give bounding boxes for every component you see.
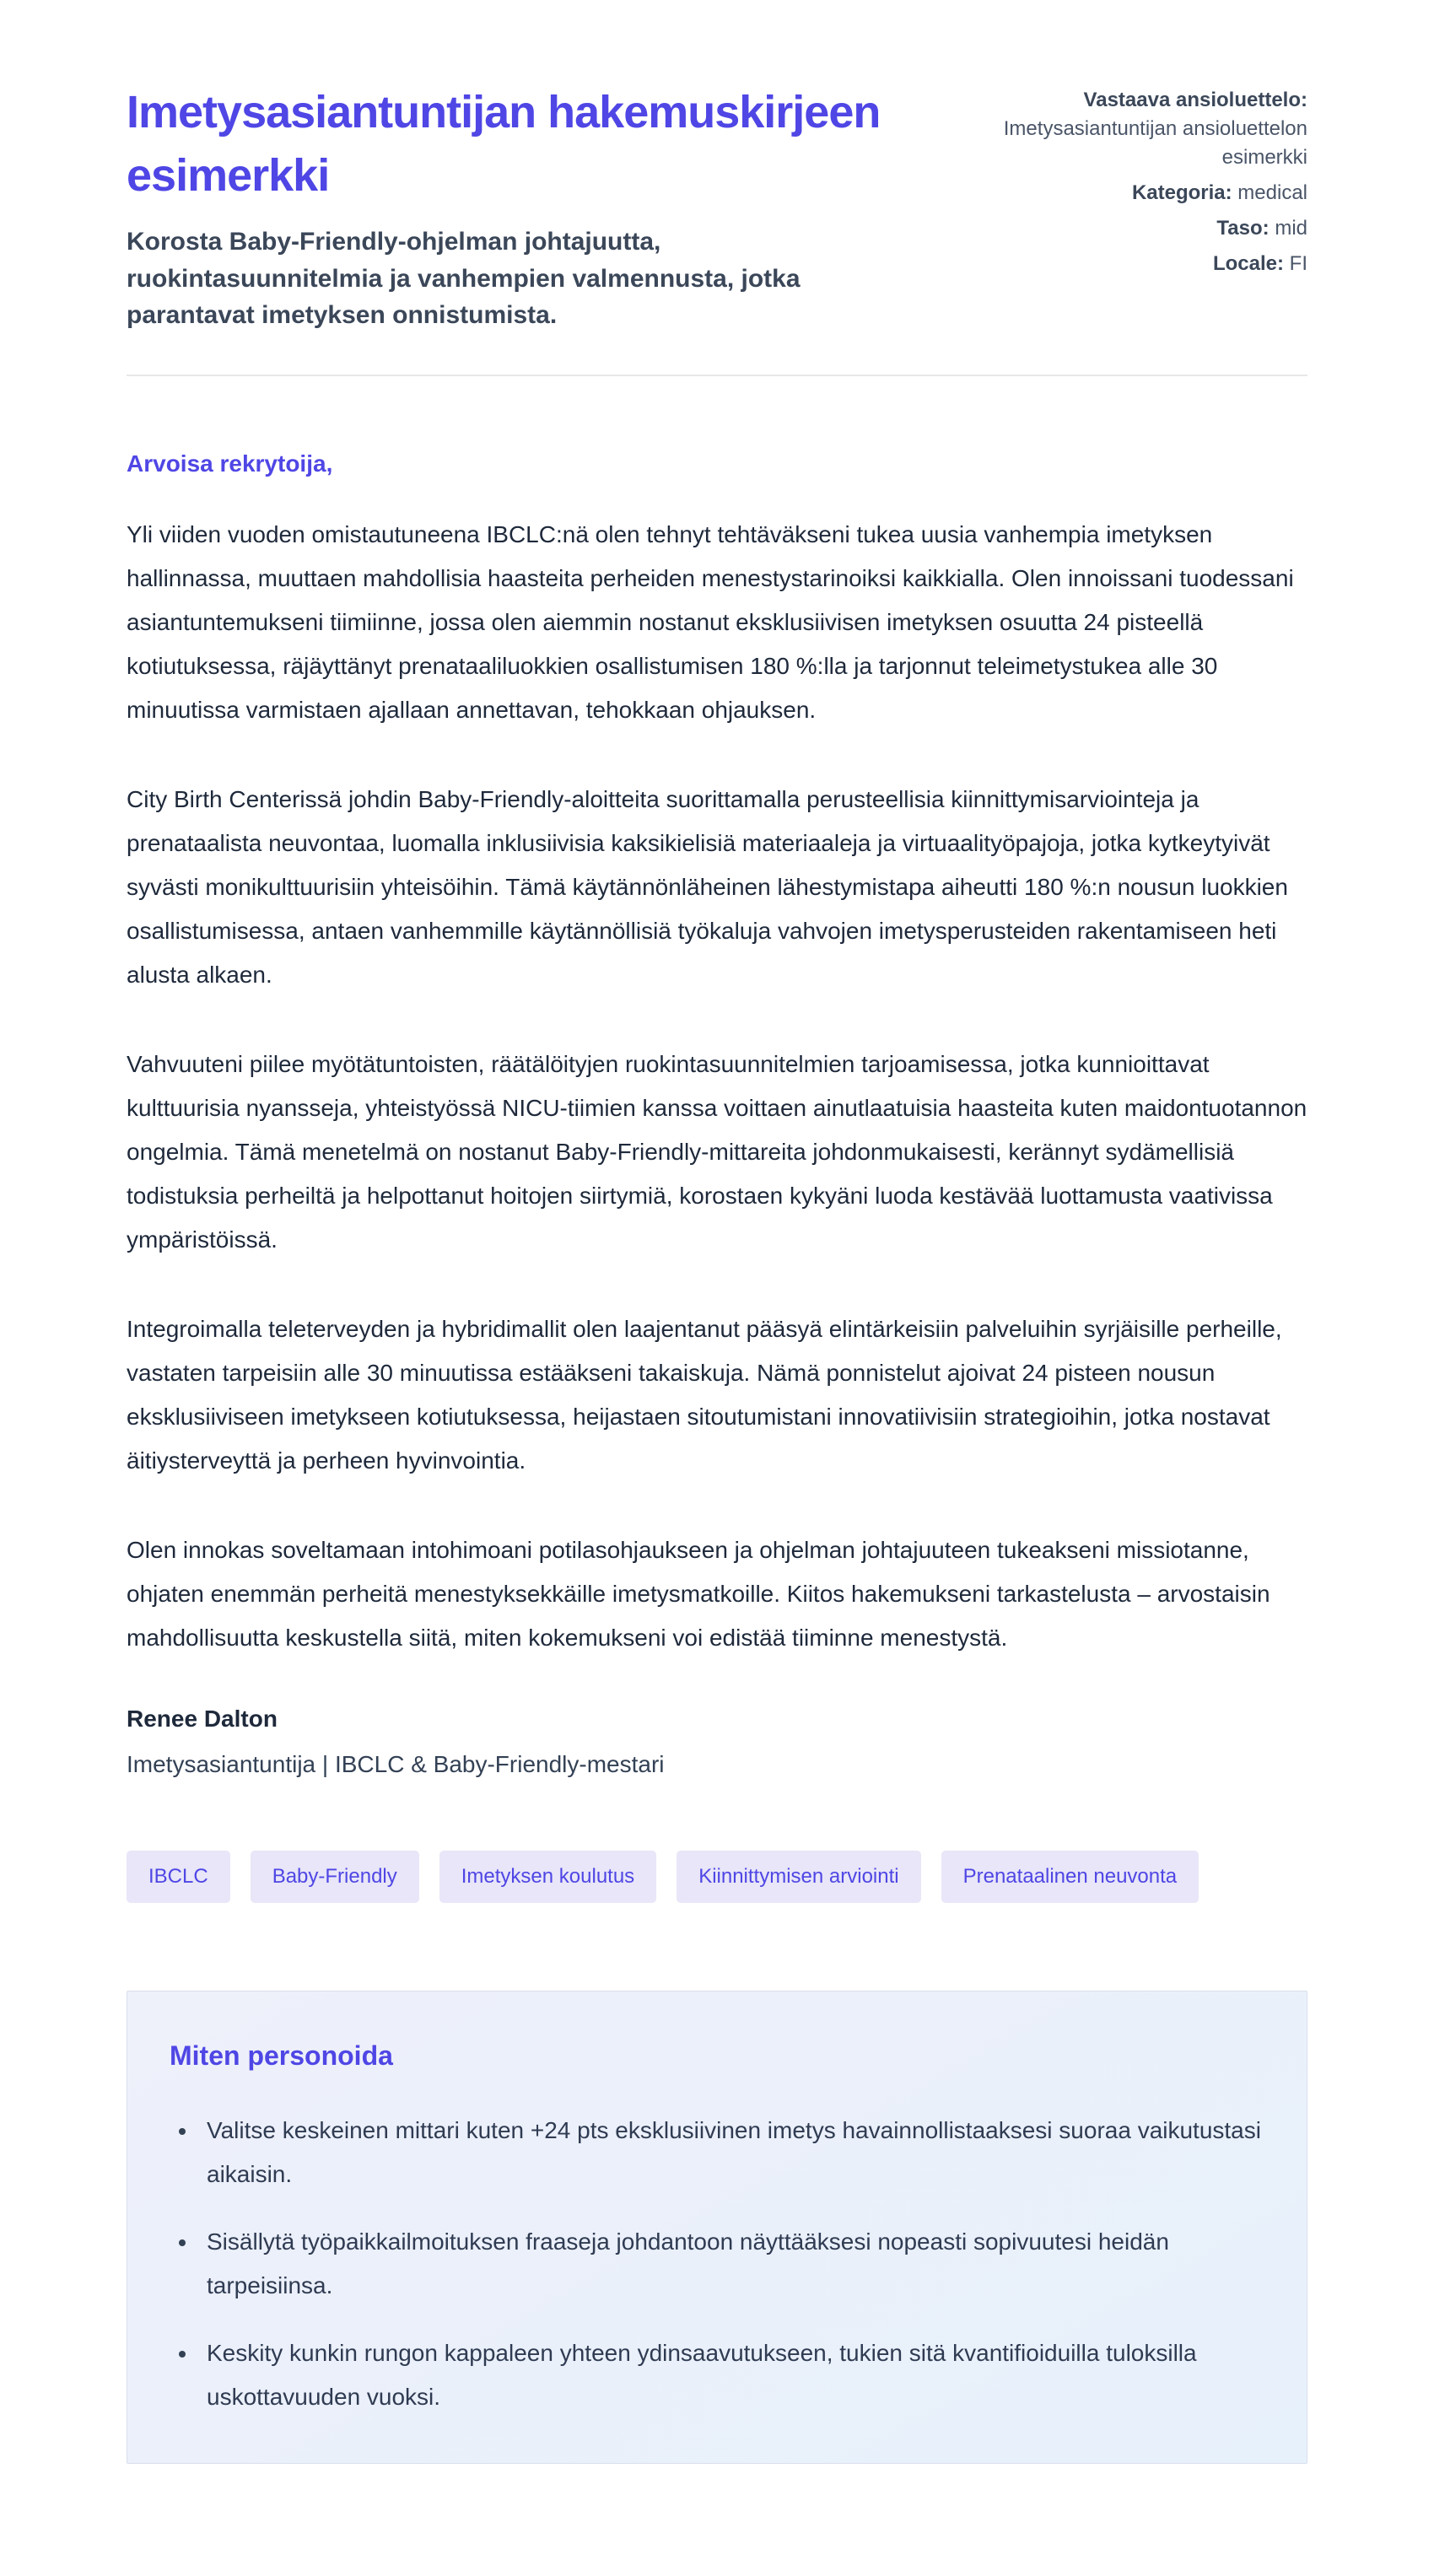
letter-paragraph: Yli viiden vuoden omistautuneena IBCLC:nä olen tehnyt tehtäväkseni tukea uusia vanhempia imetyksen hallinnassa, muuttaen mahdollisia haasteita perheiden menestystarinoiksi kaikkialla. Olen innoissani tuodessani asiantuntemukseni tiimiinne, jossa olen aiemmin nostanut eksklusiivisen imetyksen osuutta 24 pisteellä kotiutuksessa, räjäyttänyt prenataaliluokkien osallistumisen 180 %:lla ja tarjonnut teleimetystukea alle 30 minuutissa varmistaen ajallaan annettavan, tehokkaan ohjauksen. <box>127 520 1294 723</box>
meta-item-level <box>970 214 1307 243</box>
letter-paragraph: Vahvuuteni piilee myötätuntoisten, räätälöityjen ruokintasuunnitelmien tarjoamisessa, jotka kunnioittavat kulttuurisia nyansseja, yhteistyössä NICU-tiimien kanssa voittaen ainutlaatuisia haasteita kuten maidontuotannon ongelmia. Tämä menetelmä on nostanut Baby-Friendly-mittareita johdonmukaisesti, kerännyt sydämellisiä todistuksia perheiltä ja helpottanut hoitojen siirtymiä, korostaen kykyäni luoda kestävää luottamusta vaativissa ympäristöissä. <box>127 1050 1307 1253</box>
meta-value: FI <box>1289 252 1307 275</box>
signature-name: Renee Dalton <box>127 1705 278 1732</box>
cover-letter-page <box>127 0 1307 2545</box>
letter-paragraph: City Birth Centerissä johdin Baby-Friendly-aloitteita suorittamalla perusteellisia kiinnittymisarviointeja ja prenataalista neuvontaa, luomalla inklusiivisia kaksikielisiä materiaaleja ja virtuaalityöpajoja, jotka kytkeytyivät syvästi monikulttuurisiin yhteisöihin. Tämä käytännönläheinen lähestymistapa aiheutti 180 %:n nousun luokkien osallistumisessa, antaen vanhemmille käytännöllisiä työkaluja vahvojen imetysperusteiden rakentamiseen heti alusta alkaen. <box>127 785 1288 988</box>
meta-item-matching-resume <box>970 86 1307 172</box>
header-divider <box>127 375 1307 376</box>
tag-list <box>127 1851 1307 1903</box>
tips-item: • Valitse keskeinen mittari kuten +24 pts eksklusiivinen imetys havainnollistaaksesi suoraa vaikutustasi aikaisin. <box>198 2109 1266 2196</box>
signature-role: Imetysasiantuntija | IBCLC & Baby-Friendly-mestari <box>127 1750 665 1777</box>
meta-label: Taso: <box>1216 217 1270 240</box>
letter-paragraph: Integroimalla teleterveyden ja hybridimallit olen laajentanut pääsyä elintärkeisiin palveluihin syrjäisille perheille, vastaten tarpeisiin alle 30 minuutissa estääkseni takaiskuja. Nämä ponnistelut ajoivat 24 pisteen nousun eksklusiiviseen imetykseen kotiutuksessa, heijastaen sitoutumistani innovatiivisiin strategioihin, jotka nostavat äitiysterveyttä ja perheen hyvinvointia. <box>127 1315 1282 1474</box>
meta-block <box>970 81 1307 285</box>
tag-chip-imetyksen-koulutus[interactable]: Imetyksen koulutus <box>439 1851 656 1903</box>
meta-item-locale <box>970 250 1307 278</box>
title-block <box>127 81 970 334</box>
tag-chip-prenataalinen-neuvonta[interactable]: Prenataalinen neuvonta <box>941 1851 1199 1903</box>
letter-paragraph: Olen innokas soveltamaan intohimoani potilasohjaukseen ja ohjelman johtajuuteen tukeakseni missiotanne, ohjaten enemmän perheitä menestyksekkäille imetysmatkoille. Kiitos hakemukseni tarkastelusta – arvostaisin mahdollisuutta keskustella siitä, miten kokemukseni voi edistää tiiminne menestystä. <box>127 1536 1270 1651</box>
page-header <box>127 81 1307 334</box>
meta-item-category <box>970 179 1307 207</box>
tag-chip-kiinnittymisen-arviointi[interactable]: Kiinnittymisen arviointi <box>677 1851 920 1903</box>
tips-item: • Sisällytä työpaikkailmoituksen fraaseja johdantoon näyttääksesi nopeasti sopivuutesi heidän tarpeisiinsa. <box>198 2220 1266 2308</box>
page-subtitle: Korosta Baby-Friendly-ohjelman johtajuutta, ruokintasuunnitelmia ja vanhempien valmennusta, jotka parantavat imetyksen onnistumista. <box>127 228 801 330</box>
tag-chip-ibclc[interactable]: IBCLC <box>127 1851 230 1903</box>
tips-item: • Keskity kunkin rungon kappaleen yhteen ydinsaavutukseen, tukien sitä kvantifioiduilla tuloksilla uskottavuuden vuoksi. <box>198 2331 1266 2419</box>
tips-list <box>161 2109 1266 2419</box>
meta-value: mid <box>1275 217 1307 240</box>
meta-value: Imetysasiantuntijan ansioluettelon esimerkki <box>1003 117 1307 169</box>
meta-label: Locale: <box>1212 252 1284 275</box>
meta-label: Kategoria: <box>1131 181 1232 204</box>
personalization-tips-box <box>127 1991 1307 2464</box>
signature-block <box>127 1706 1307 1778</box>
tips-title: Miten personoida <box>170 2040 393 2071</box>
meta-label: Vastaava ansioluettelo: <box>1083 89 1307 111</box>
page-title: Imetysasiantuntijan hakemuskirjeen esimerkki <box>127 87 881 201</box>
meta-value: medical <box>1237 181 1307 204</box>
letter-body <box>127 450 1307 1778</box>
tag-chip-baby-friendly[interactable]: Baby-Friendly <box>251 1851 419 1903</box>
letter-greeting: Arvoisa rekrytoija, <box>127 450 333 477</box>
